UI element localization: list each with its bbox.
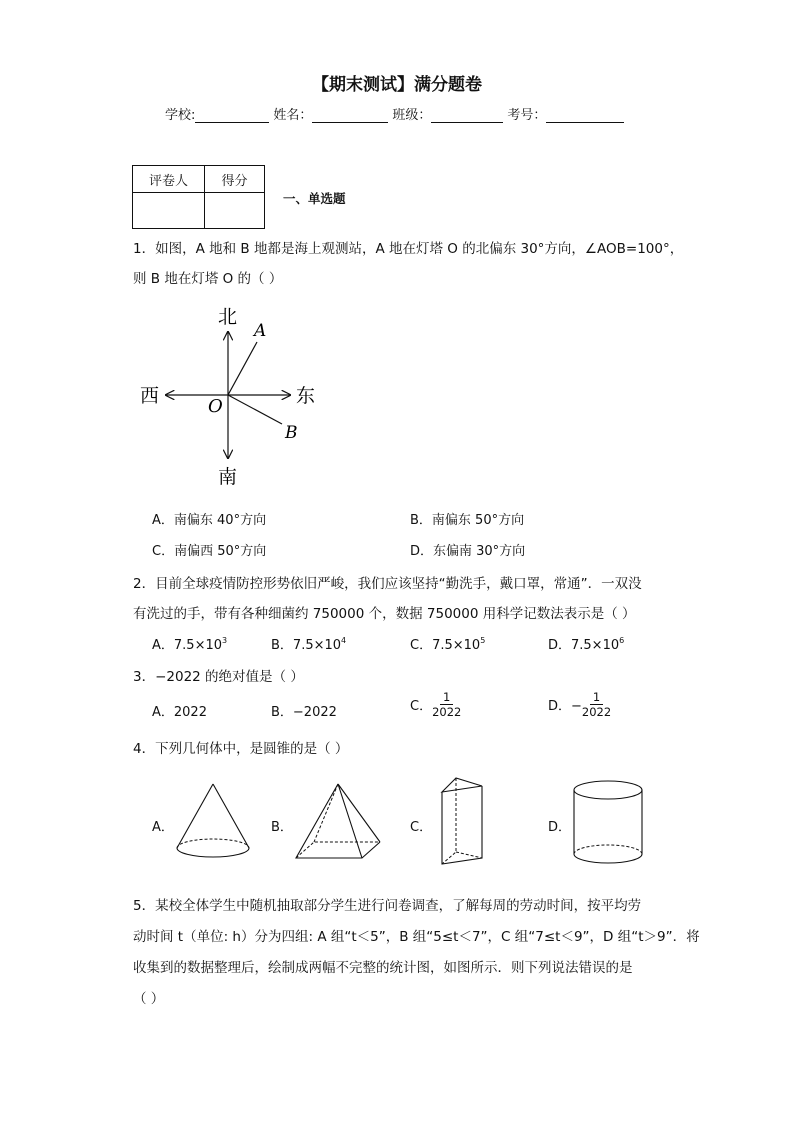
compass-figure	[130, 300, 340, 490]
q4-option-a-label[interactable]: A．	[152, 820, 174, 835]
student-info-line	[165, 104, 628, 123]
point-b-label: B	[285, 423, 298, 443]
class-field[interactable]	[431, 109, 503, 123]
q1-line2: 则 B 地在灯塔 O 的（ ）	[133, 271, 283, 287]
school-label: 学校:	[165, 108, 196, 123]
prism-shape[interactable]	[436, 772, 486, 868]
q1-option-a[interactable]: A．南偏东 40°方向	[152, 513, 267, 528]
ray-oa	[228, 342, 257, 395]
ray-ob	[228, 395, 282, 424]
cylinder-shape[interactable]	[570, 778, 646, 868]
q5-line2: 动时间 t（单位: h）分为四组: A 组“t＜5”，B 组“5≤t＜7”，C 组“7≤t＜9”，D 组“t＞9”．将	[133, 929, 700, 945]
score-cell[interactable]	[205, 193, 265, 229]
name-label: 姓名：	[273, 108, 313, 123]
fraction: $\frac{1}{2022}$	[581, 690, 612, 719]
q5-line1: 5．某校全体学生中随机抽取部分学生进行问卷调查，了解每周的劳动时间，按平均劳	[133, 898, 642, 914]
q4-option-d-label[interactable]: D．	[548, 820, 572, 835]
page-title: 【期末测试】满分题卷	[312, 75, 482, 95]
score-header: 得分	[205, 166, 265, 193]
score-table	[132, 165, 265, 229]
q3-option-c[interactable]: C． $\frac{1}{2022}$	[410, 690, 462, 719]
q5-line3: 收集到的数据整理后，绘制成两幅不完整的统计图，如图所示．则下列说法错误的是	[133, 960, 633, 976]
q5-line4: （ ）	[133, 991, 165, 1007]
cone-shape[interactable]	[172, 780, 254, 862]
north-label: 北	[218, 306, 238, 328]
point-o-label: O	[208, 396, 223, 417]
q2-option-b[interactable]: B．$7.5\times 10^4$	[271, 636, 347, 653]
school-field[interactable]	[195, 109, 269, 123]
q1-line1: 1．如图，A 地和 B 地都是海上观测站，A 地在灯塔 O 的北偏东 30°方向，∠AOB=100°，	[133, 241, 684, 257]
west-label: 西	[140, 385, 160, 407]
fraction: $\frac{1}{2022}$	[432, 690, 462, 719]
south-label: 南	[218, 466, 238, 488]
point-a-label: A	[254, 321, 267, 341]
q4-option-c-label[interactable]: C．	[410, 820, 433, 835]
section-title: 一、单选题	[283, 191, 346, 206]
q4-option-b-label[interactable]: B．	[271, 820, 293, 835]
q1-option-c[interactable]: C．南偏西 50°方向	[152, 544, 267, 559]
grader-cell[interactable]	[133, 193, 205, 229]
q1-option-b[interactable]: B．南偏东 50°方向	[410, 513, 525, 528]
q3-stem: 3．−2022 的绝对值是（ ）	[133, 669, 304, 685]
class-label: 班级：	[392, 108, 432, 123]
q2-option-a[interactable]: A．$7.5\times 10^3$	[152, 636, 228, 653]
pyramid-shape[interactable]	[292, 780, 384, 864]
q2-option-d[interactable]: D．$7.5\times 10^6$	[548, 636, 625, 653]
exam-number-label: 考号：	[507, 108, 547, 123]
q2-option-c[interactable]: C．$7.5\times 10^5$	[410, 636, 486, 653]
q3-option-a[interactable]: A．2022	[152, 705, 207, 720]
q3-option-b[interactable]: B．−2022	[271, 705, 337, 720]
q1-option-d[interactable]: D．东偏南 30°方向	[410, 544, 526, 559]
q4-stem: 4．下列几何体中，是圆锥的是（ ）	[133, 741, 349, 757]
grader-header: 评卷人	[133, 166, 205, 193]
q2-line1: 2．目前全球疫情防控形势依旧严峻，我们应该坚持“勤洗手，戴口罩，常通”．一双没	[133, 576, 642, 592]
exam-number-field[interactable]	[546, 109, 624, 123]
name-field[interactable]	[312, 109, 388, 123]
east-label: 东	[296, 385, 316, 407]
q3-option-d[interactable]: D．− $\frac{1}{2022}$	[548, 690, 612, 719]
q2-line2: 有洗过的手，带有各种细菌约 750000 个，数据 750000 用科学记数法表示是（ ）	[133, 606, 636, 622]
